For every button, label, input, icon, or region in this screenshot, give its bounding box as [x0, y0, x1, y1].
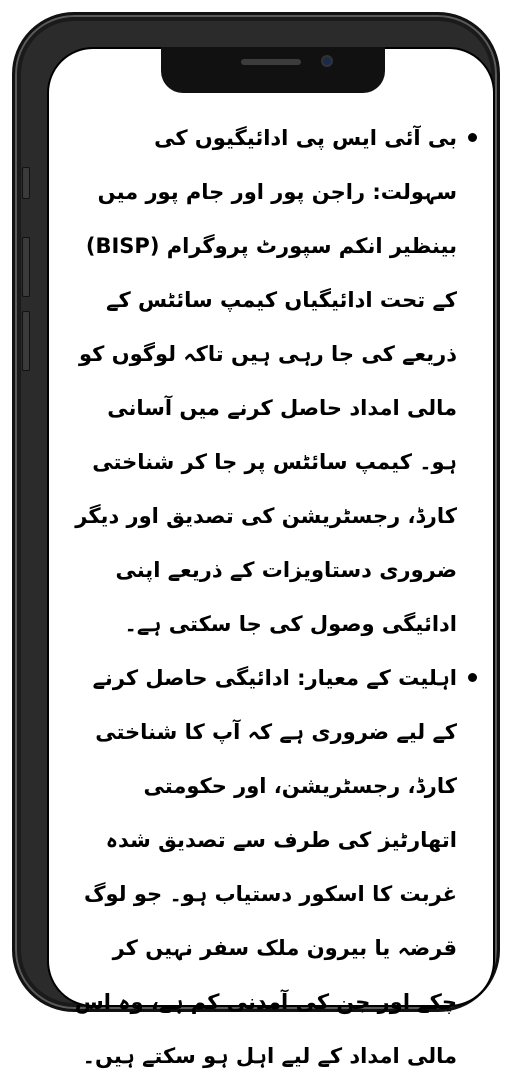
- bullet-icon: [468, 673, 477, 682]
- phone-screen: [47, 47, 495, 1068]
- phone-frame: [12, 12, 500, 1068]
- mute-switch: [22, 167, 30, 199]
- article-content: [69, 111, 477, 1083]
- bullet-item-eligibility: [69, 651, 477, 1083]
- bullet-text: اہلیت کے معیار: ادائیگی حاصل کرنے کے لیے ضروری ہے کہ آپ کا شناختی کارڈ، رجسٹریشن، اور حکومتی اتھارٹیز کی طرف سے تصدیق شدہ غربت کا اسکور دستیاب ہو۔ جو لوگ قرضہ یا بیرون ملک سفر نہیں کر چکے اور جن کی آمدنی کم ہے، وہ اس مالی امداد کے لیے اہل ہو سکتے ہیں۔: [74, 666, 457, 1068]
- volume-down-button: [22, 311, 30, 371]
- bullet-text: بی آئی ایس پی ادائیگیوں کی سہولت: راجن پور اور جام پور میں بینظیر انکم سپورٹ پروگرام (BISP) کے تحت ادائیگیاں کیمپ سائٹس کے ذریعے کی جا رہی ہیں تاکہ لوگوں کو مالی امداد حاصل کرنے میں آسانی ہو۔ کیمپ سائٹس پر جا کر شناختی کارڈ، رجسٹریشن کی تصدیق اور دیگر ضروری دستاویزات کے ذریعے اپنی ادائیگی وصول کی جا سکتی ہے۔: [75, 126, 457, 636]
- notch: [161, 47, 385, 93]
- volume-up-button: [22, 237, 30, 297]
- front-camera-icon: [321, 55, 333, 67]
- speaker-grille-icon: [241, 59, 301, 65]
- bullet-icon: [468, 133, 477, 142]
- bullet-item-bisp-payments: [69, 111, 477, 651]
